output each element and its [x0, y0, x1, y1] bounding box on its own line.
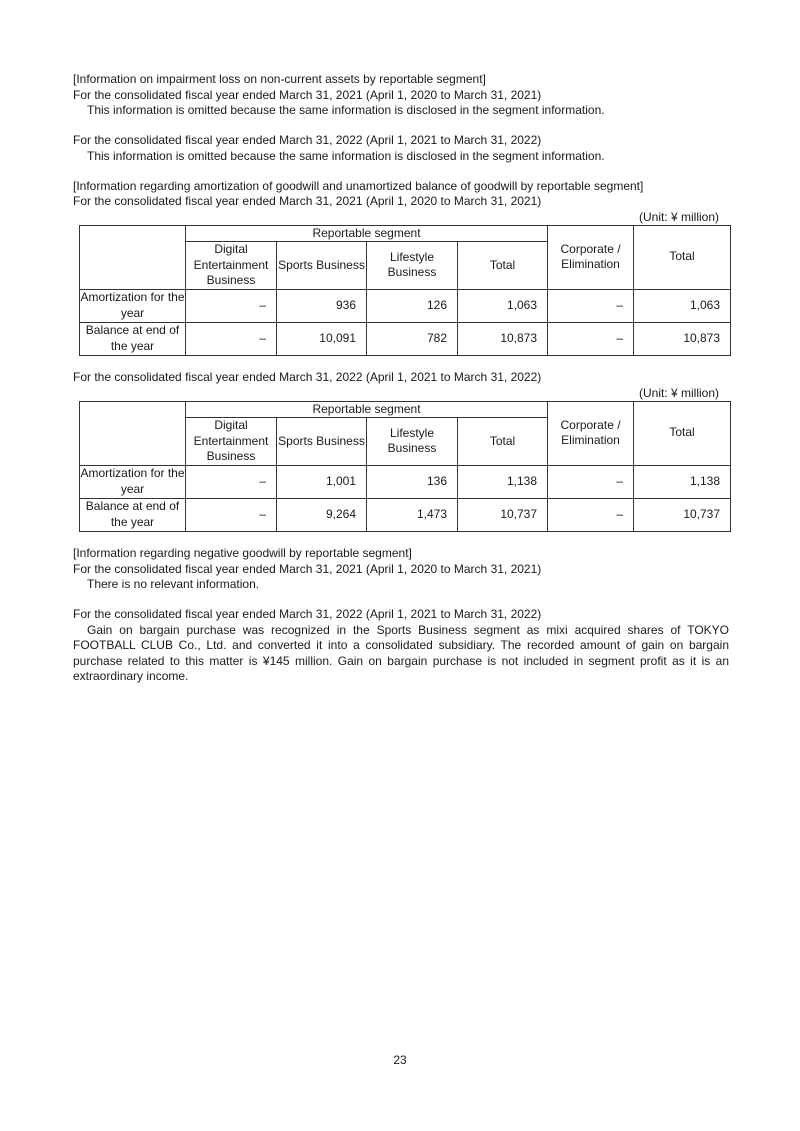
header-digital: Digital Entertainment Business	[186, 418, 277, 466]
goodwill-heading: [Information regarding amortization of goodwill and unamortized balance of goodwill by reportable segment]	[73, 178, 644, 193]
cell: 10,737	[634, 498, 731, 531]
negative-goodwill-fy2021-label: For the consolidated fiscal year ended March 31, 2021 (April 1, 2020 to March 31, 2021)	[73, 561, 542, 576]
table-row	[80, 465, 731, 498]
header-total: Total	[634, 401, 731, 465]
header-corporate: Corporate / Elimination	[548, 401, 634, 465]
cell: 136	[367, 465, 458, 498]
goodwill-2022-unit: (Unit: ¥ million)	[638, 385, 719, 400]
table-row	[80, 289, 731, 322]
negative-goodwill-fy2022-text: Gain on bargain purchase was recognized in the Sports Business segment as mixi acquired shares of TOKYO FOOTBALL CLUB Co., Ltd. and converted it into a consolidated subsidiary. The recorded amount of gain on bargain purchase related to this matter is ¥145 million. Gain on bargain purchase is not included in segment profit as it is an extraordinary income.	[73, 622, 729, 683]
header-seg-total: Total	[458, 418, 548, 466]
cell: 782	[367, 322, 458, 355]
cell: 10,091	[277, 322, 367, 355]
goodwill-table-2021	[79, 225, 731, 356]
cell: 1,001	[277, 465, 367, 498]
header-blank	[80, 401, 186, 418]
impairment-fy2021-text: This information is omitted because the same information is disclosed in the segment information.	[87, 103, 605, 117]
header-sports: Sports Business	[277, 242, 367, 290]
cell: 1,138	[458, 465, 548, 498]
cell: 10,873	[634, 322, 731, 355]
row-label-balance: Balance at end of the year	[80, 498, 186, 531]
cell: –	[548, 498, 634, 531]
header-blank	[80, 225, 186, 242]
table-row	[80, 322, 731, 355]
impairment-fy2022-text: This information is omitted because the same information is disclosed in the segment information.	[87, 148, 605, 163]
header-total: Total	[634, 225, 731, 289]
header-lifestyle: Lifestyle Business	[367, 242, 458, 290]
impairment-fy2022-label: For the consolidated fiscal year ended March 31, 2022 (April 1, 2021 to March 31, 2022)	[73, 133, 542, 147]
cell: 126	[367, 289, 458, 322]
cell: –	[186, 322, 277, 355]
header-digital: Digital Entertainment Business	[186, 242, 277, 290]
table-row	[80, 498, 731, 531]
row-label-balance: Balance at end of the year	[80, 322, 186, 355]
cell: 9,264	[277, 498, 367, 531]
cell: 936	[277, 289, 367, 322]
cell: 10,737	[458, 498, 548, 531]
cell: 1,063	[458, 289, 548, 322]
header-blank	[80, 418, 186, 466]
row-label-amortization: Amortization for the year	[80, 465, 186, 498]
negative-goodwill-fy2021-text: There is no relevant information.	[87, 577, 260, 591]
header-corporate: Corporate / Elimination	[548, 225, 634, 289]
impairment-fy2021-label: For the consolidated fiscal year ended March 31, 2021 (April 1, 2020 to March 31, 2021)	[73, 87, 542, 102]
negative-goodwill-fy2022-label: For the consolidated fiscal year ended March 31, 2022 (April 1, 2021 to March 31, 2022)	[73, 607, 542, 621]
goodwill-table-2022	[79, 401, 731, 532]
cell: –	[548, 289, 634, 322]
document-page	[73, 72, 729, 685]
impairment-heading: [Information on impairment loss on non-current assets by reportable segment]	[73, 72, 486, 86]
header-reportable-segment: Reportable segment	[186, 225, 548, 242]
cell: –	[186, 465, 277, 498]
cell: 10,873	[458, 322, 548, 355]
negative-goodwill-heading: [Information regarding negative goodwill by reportable segment]	[73, 546, 412, 560]
page-number: 23	[393, 1053, 407, 1067]
header-seg-total: Total	[458, 242, 548, 290]
header-blank	[80, 242, 186, 290]
cell: 1,063	[634, 289, 731, 322]
header-sports: Sports Business	[277, 418, 367, 466]
row-label-amortization: Amortization for the year	[80, 289, 186, 322]
goodwill-2021-label: For the consolidated fiscal year ended March 31, 2021 (April 1, 2020 to March 31, 2021)	[73, 194, 542, 208]
goodwill-2022-label: For the consolidated fiscal year ended March 31, 2022 (April 1, 2021 to March 31, 2022)	[73, 370, 542, 384]
header-lifestyle: Lifestyle Business	[367, 418, 458, 466]
cell: –	[548, 465, 634, 498]
cell: 1,138	[634, 465, 731, 498]
cell: 1,473	[367, 498, 458, 531]
cell: –	[548, 322, 634, 355]
cell: –	[186, 289, 277, 322]
cell: –	[186, 498, 277, 531]
goodwill-2021-unit: (Unit: ¥ million)	[638, 209, 719, 224]
header-reportable-segment: Reportable segment	[186, 401, 548, 418]
